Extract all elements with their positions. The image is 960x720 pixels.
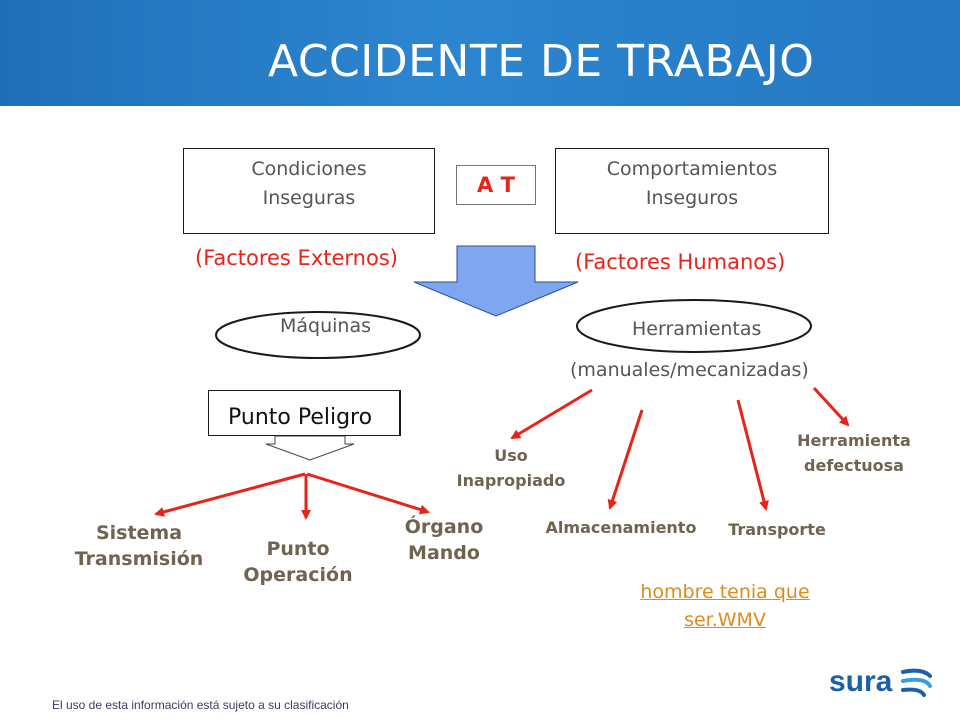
conditions-line1: Condiciones [251, 158, 367, 180]
uso-line1: Uso [494, 446, 528, 465]
almacenamiento-line1: Almacenamiento [545, 518, 697, 537]
machines-label: Máquinas [280, 315, 372, 337]
outline-down-arrow [266, 436, 354, 460]
video-link[interactable] [620, 578, 830, 634]
video-link-line2[interactable]: ser.WMV [684, 609, 766, 631]
sistema-line2: Transmisión [74, 548, 204, 570]
arrow-herramienta [814, 388, 848, 425]
behaviors-line2: Inseguros [645, 187, 739, 209]
organo-mando-label [396, 514, 492, 566]
herramienta-line2: defectuosa [804, 456, 904, 475]
transporte-label [718, 517, 836, 543]
punto-operacion-label [236, 536, 360, 588]
at-box: A T [456, 165, 536, 205]
herramienta-line1: Herramienta [797, 431, 911, 450]
sistema-transmision-label [66, 520, 212, 572]
sistema-line1: Sistema [95, 522, 183, 544]
organo-line1: Órgano [404, 516, 484, 538]
external-factors-label: (Factores Externos) [195, 246, 398, 270]
page-title: ACCIDENTE DE TRABAJO [268, 36, 815, 87]
arrow-organo [307, 474, 428, 512]
arrow-transporte [738, 400, 766, 509]
arrow-uso [512, 390, 592, 438]
punto-line1: Punto [266, 538, 330, 560]
tools-detail-label: (manuales/mecanizadas) [570, 359, 809, 381]
footer-note: El uso de esta información está sujeto a su clasificación [52, 698, 349, 712]
behaviors-line1: Comportamientos [606, 158, 778, 180]
transporte-line1: Transporte [728, 520, 826, 539]
video-link-line1[interactable]: hombre tenia que [640, 581, 810, 603]
organo-line2: Mando [408, 542, 480, 564]
danger-point-label: Punto Peligro [228, 405, 373, 430]
punto-line2: Operación [243, 564, 353, 586]
almacenamiento-label [531, 515, 711, 541]
tools-label: Herramientas [632, 318, 762, 340]
human-factors-label: (Factores Humanos) [575, 250, 786, 274]
uso-line2: Inapropiado [456, 471, 566, 490]
uso-inapropiado-label [444, 443, 578, 493]
sura-logo-icon [903, 671, 930, 695]
conditions-line2: Inseguras [262, 187, 356, 209]
arrow-almacenamiento [610, 410, 642, 508]
sura-logo-text: sura [829, 665, 893, 698]
arrow-sistema [156, 474, 305, 514]
herramienta-defectuosa-label [784, 428, 924, 478]
blue-down-arrow [414, 246, 578, 316]
